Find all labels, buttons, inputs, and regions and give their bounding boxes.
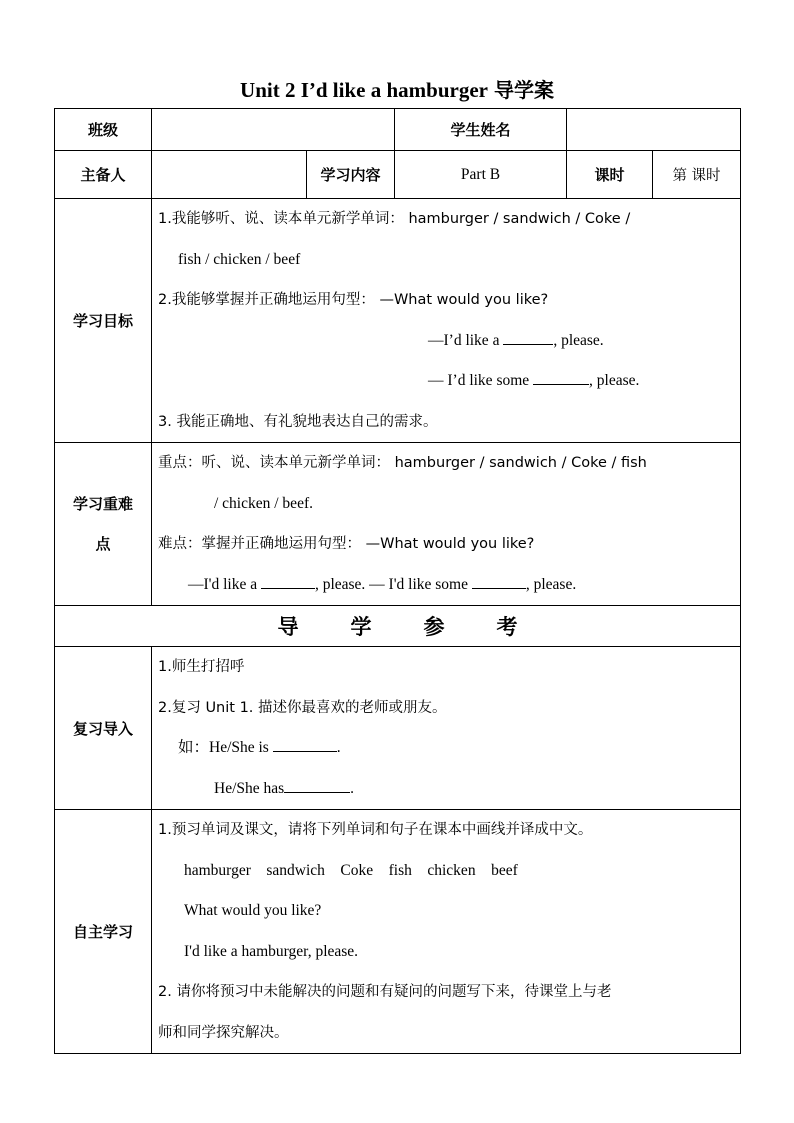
page-title [0,74,794,103]
review-line-4-end: . [350,779,355,797]
review-content [152,647,741,810]
period-value: 第 课时 [653,151,741,199]
objectives-line-2c-text: — I’d like some [428,372,534,389]
preparer-label: 主备人 [55,151,152,199]
answer-blank[interactable] [533,370,589,385]
objectives-line-2b-end: , please. [553,331,604,349]
row-key-points [55,443,741,606]
row-preparer [55,151,741,199]
self-study-words: hamburger sandwich Coke fish chicken beef [184,861,518,879]
row-objectives [55,199,741,443]
self-study-line-2b: 师和同学探究解决。 [158,1024,289,1041]
class-value-cell[interactable] [152,109,395,151]
self-study-sentence-1: What would you like? [184,902,322,919]
content-label: 学习内容 [307,151,395,199]
answer-blank[interactable] [273,737,337,752]
key-points-line-3-text: —I'd like a [188,575,261,593]
review-line-3-end: . [336,739,341,756]
answer-blank[interactable] [284,778,350,793]
key-points-line-2: 难点：掌握并正确地运用句型： —What would you like? [158,536,535,552]
review-line-4-text: He/She has [214,779,285,797]
title-chinese: 导学案 [493,78,554,102]
objectives-content [152,199,741,443]
class-label: 班级 [55,109,152,151]
objectives-line-1b: fish / chicken / beef [178,250,301,268]
review-line-2: 2.复习 Unit 1. 描述你最喜欢的老师或朋友。 [158,699,447,716]
key-points-label-1: 学习重难 [72,495,133,513]
preparer-value-cell[interactable] [152,151,307,199]
student-name-label: 学生姓名 [395,109,567,151]
objectives-line-2b-text: —I’d like a [428,331,504,349]
row-review [55,647,741,810]
review-line-4 [158,769,734,810]
review-line-1: 1.师生打招呼 [158,659,245,675]
key-points-content [152,443,741,606]
answer-blank[interactable] [503,330,553,345]
objectives-line-2c [158,361,734,402]
key-points-line-3-mid: , please. — I'd like some [314,575,472,593]
self-study-label: 自主学习 [55,810,152,1054]
review-line-3 [158,728,734,769]
row-class [55,109,741,151]
key-points-line-1b: / chicken / beef. [214,494,313,512]
self-study-content [152,810,741,1054]
key-points-label-2: 点 [95,535,111,553]
key-points-line-1: 重点：听、说、读本单元新学单词： hamburger / sandwich / Coke / fish [158,455,647,471]
study-guide-table [54,108,741,1054]
objectives-line-2b [158,321,734,362]
title-english: Unit 2 I’d like a hamburger [240,78,488,102]
row-self-study [55,810,741,1054]
review-label: 复习导入 [55,647,152,810]
guide-title: 导学参考 [55,606,741,647]
period-label: 课时 [567,151,653,199]
key-points-line-3 [158,565,734,606]
self-study-line-1: 1.预习单词及课文，请将下列单词和句子在课本中画线并译成中文。 [158,822,593,838]
review-line-3-text: 如：He/She is [178,739,273,756]
self-study-line-2a: 2. 请你将预习中未能解决的问题和有疑问的问题写下来，待课堂上与老 [158,984,612,1000]
objectives-label: 学习目标 [55,199,152,443]
objectives-line-1: 1.我能够听、说、读本单元新学单词： hamburger / sandwich / Coke / [158,211,631,227]
objectives-line-2c-end: , please. [589,372,640,389]
content-value: Part B [395,151,567,199]
answer-blank[interactable] [472,574,526,589]
self-study-sentence-2: I'd like a hamburger, please. [184,942,359,960]
objectives-line-2: 2.我能够掌握并正确地运用句型： —What would you like? [158,292,549,308]
key-points-line-3-end: , please. [525,575,577,593]
student-name-cell[interactable] [567,109,741,151]
objectives-line-3: 3. 我能正确地、有礼貌地表达自己的需求。 [158,413,438,430]
key-points-label [55,443,152,606]
answer-blank[interactable] [261,574,315,589]
row-guide-title [55,606,741,647]
